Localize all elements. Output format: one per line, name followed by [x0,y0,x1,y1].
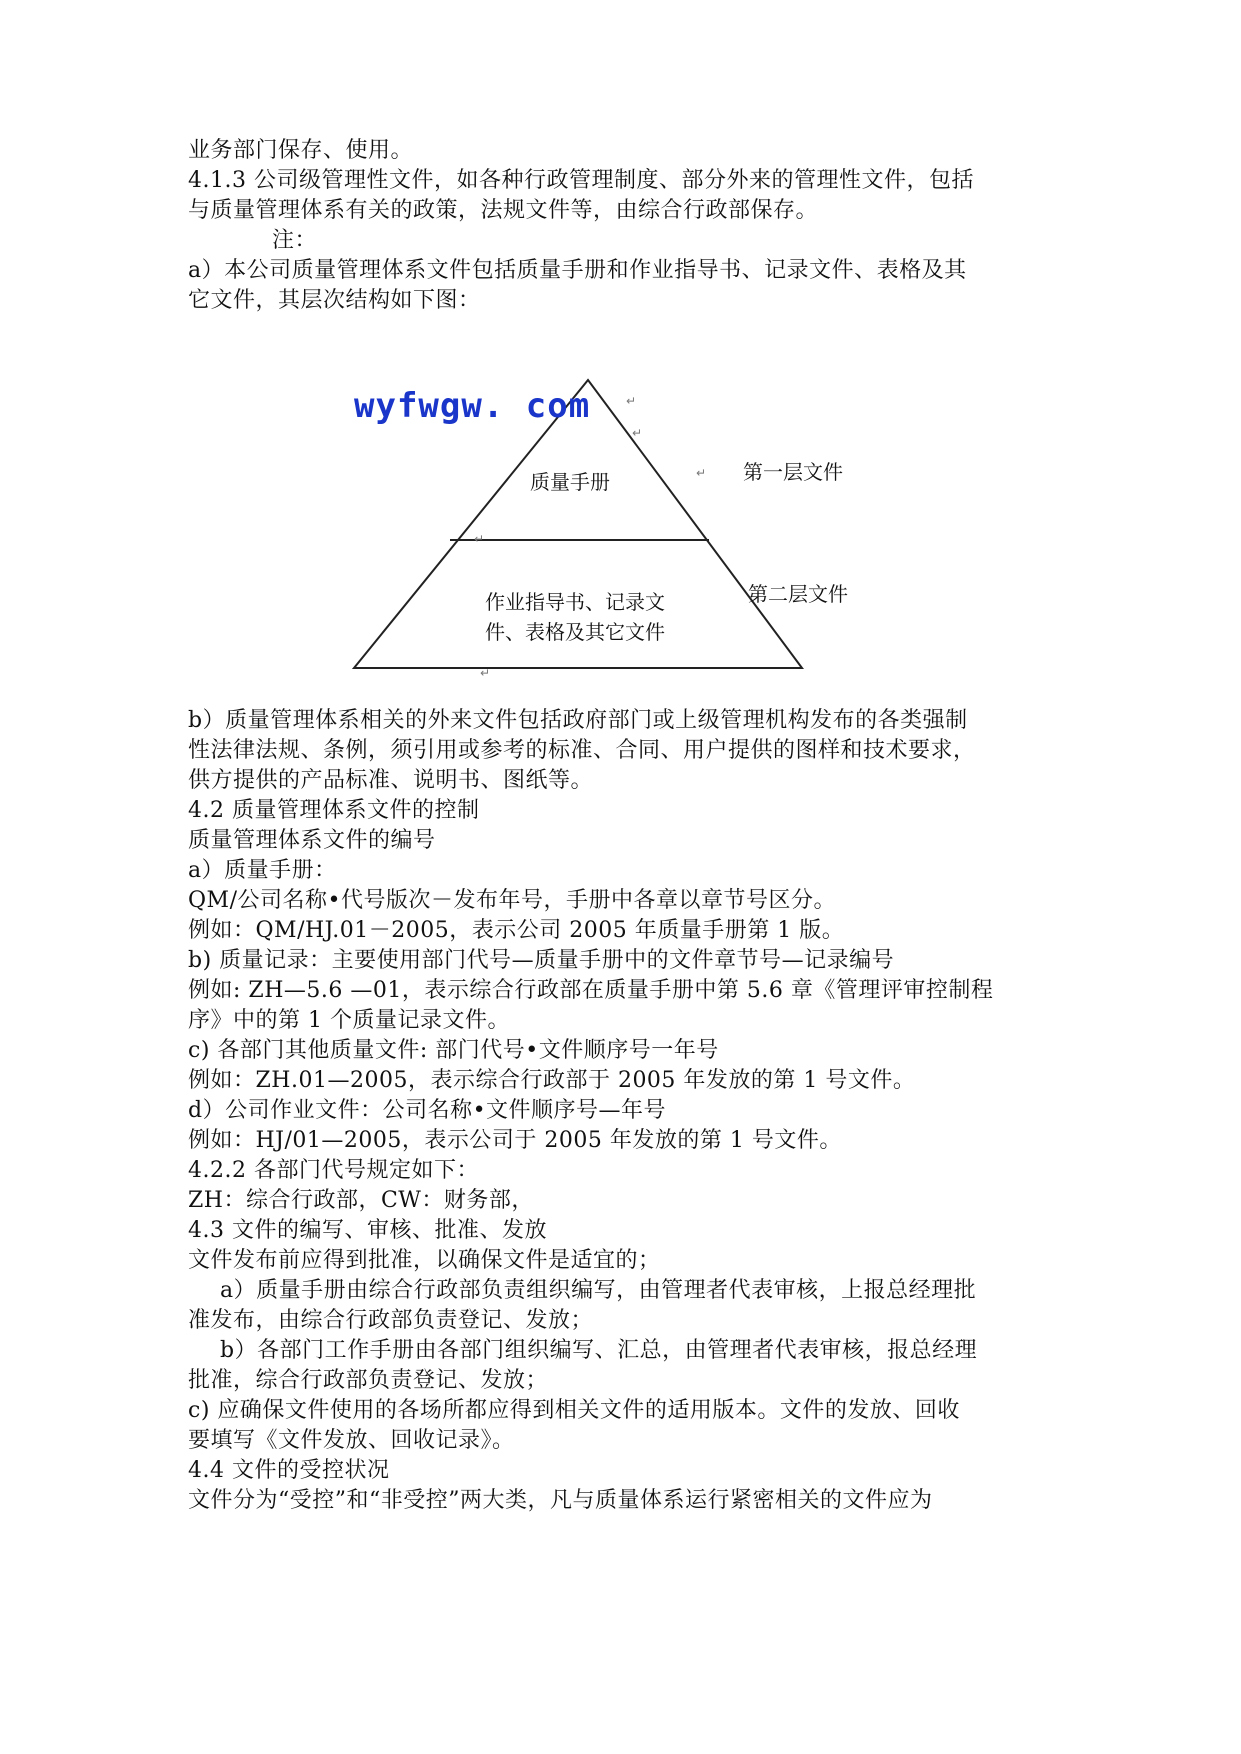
text-line: c) 应确保文件使用的各场所都应得到相关文件的适用版本。文件的发放、回收 [188,1398,960,1423]
text-line: b）各部门工作手册由各部门组织编写、汇总，由管理者代表审核，报总经理 [220,1338,978,1363]
text-line: 例如：ZH.01—2005，表示综合行政部于 2005 年发放的第 1 号文件。 [188,1068,916,1093]
text-line: 准发布，由综合行政部负责登记、发放； [188,1308,594,1333]
subsection-heading: 质量管理体系文件的编号 [188,828,436,853]
text-line: d）公司作业文件：公司名称•文件顺序号—年号 [188,1098,667,1123]
section-heading: 4.3 文件的编写、审核、批准、发放 [188,1218,547,1243]
level2-content-label-line2: 件、表格及其它文件 [485,620,665,644]
text-line: 例如：HJ/01—2005，表示公司于 2005 年发放的第 1 号文件。 [188,1128,842,1153]
text-line: 它文件，其层次结构如下图： [188,288,481,313]
text-line: 例如：QM/HJ.01－2005，表示公司 2005 年质量手册第 1 版。 [188,918,845,943]
level2-content-label-line1: 作业指导书、记录文 [485,590,665,614]
watermark-logo: wyfwgw. com [354,386,591,426]
text-line: QM/公司名称•代号版次－发布年号，手册中各章以章节号区分。 [188,888,836,913]
text-line: 例如: ZH—5.6 —01，表示综合行政部在质量手册中第 5.6 章《管理评审控制程 [188,978,994,1003]
section-heading: 4.2.2 各部门代号规定如下： [188,1158,479,1183]
return-mark-icon: ↵ [626,394,637,408]
text-line: a）质量手册由综合行政部负责组织编写，由管理者代表审核，上报总经理批 [220,1278,977,1303]
text-line: 批准，综合行政部负责登记、发放； [188,1368,549,1393]
note-label: 注： [272,228,318,253]
text-line: 供方提供的产品标准、说明书、图纸等。 [188,768,594,793]
level2-label: 第二层文件 [748,582,848,606]
text-line: 要填写《文件发放、回收记录》。 [188,1428,515,1453]
return-mark-icon: ↵ [474,532,485,546]
section-heading: 4.4 文件的受控状况 [188,1458,390,1483]
return-mark-icon: ↵ [696,466,707,480]
text-line: 与质量管理体系有关的政策，法规文件等，由综合行政部保存。 [188,198,819,223]
text-line: 文件分为“受控”和“非受控”两大类，凡与质量体系运行紧密相关的文件应为 [188,1488,933,1513]
text-line: 性法律法规、条例，须引用或参考的标准、合同、用户提供的图样和技术要求， [188,738,976,763]
text-line: ZH：综合行政部，CW：财务部， [188,1188,534,1213]
text-line: c) 各部门其他质量文件: 部门代号•文件顺序号一年号 [188,1038,719,1063]
text-line: b) 质量记录：主要使用部门代号—质量手册中的文件章节号—记录编号 [188,948,895,973]
text-line: b）质量管理体系相关的外来文件包括政府部门或上级管理机构发布的各类强制 [188,708,968,733]
document-hierarchy-diagram [340,370,848,690]
text-line: 4.1.3 公司级管理性文件，如各种行政管理制度、部分外来的管理性文件，包括 [188,168,974,193]
section-heading: 4.2 质量管理体系文件的控制 [188,798,480,823]
text-line: 文件发布前应得到批准，以确保文件是适宜的； [188,1248,661,1273]
level1-content-label: 质量手册 [530,470,610,494]
text-line: 序》中的第 1 个质量记录文件。 [188,1008,510,1033]
text-line: a）质量手册： [188,858,337,883]
return-mark-icon: ↵ [632,426,643,440]
text-line: a）本公司质量管理体系文件包括质量手册和作业指导书、记录文件、表格及其 [188,258,967,283]
text-line: 业务部门保存、使用。 [188,138,414,163]
return-mark-icon: ↵ [480,666,491,680]
level1-label: 第一层文件 [743,460,843,484]
